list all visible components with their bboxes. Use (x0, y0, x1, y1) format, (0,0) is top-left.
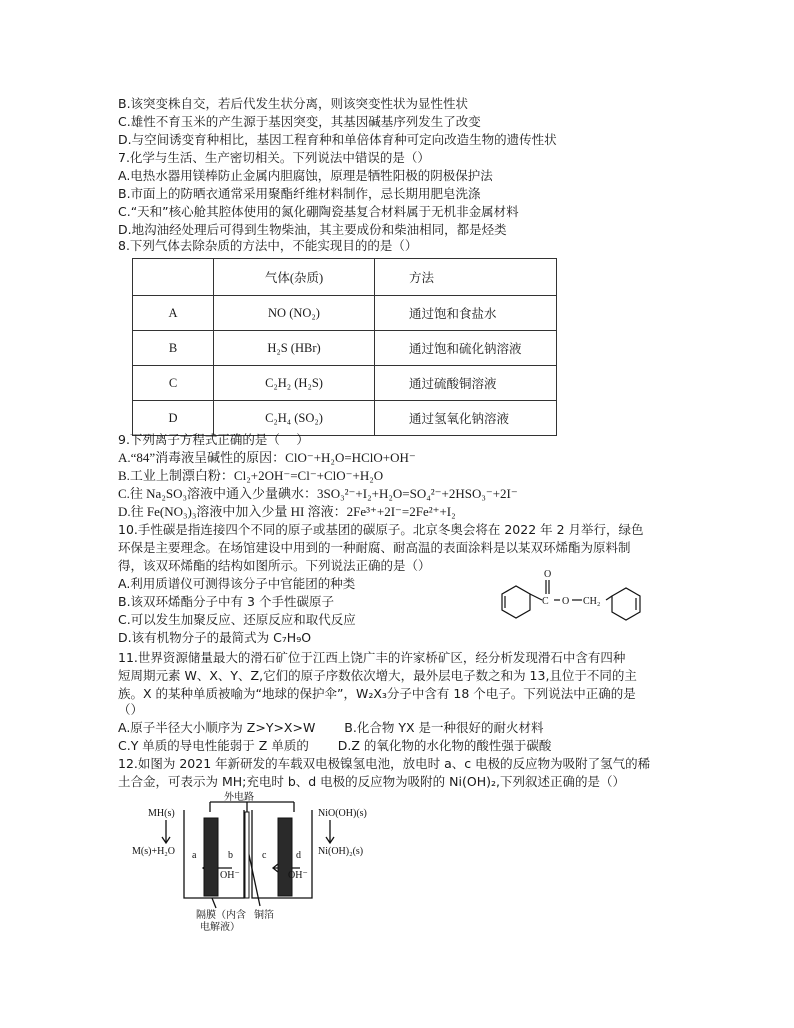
table-row (133, 331, 557, 366)
option-9b: B.工业上制漂白粉：Cl₂+2OH⁻=Cl⁻+ClO⁻+H₂O (118, 468, 384, 483)
ch2-label: CH₂ (583, 596, 601, 607)
question-8-table (132, 258, 557, 436)
question-12-line1: 12.如图为 2021 年新研发的车载双电极镍氢电池，放电时 a、c 电极的反应物为吸附了氢气的稀 (118, 756, 651, 771)
battery-diagram (132, 790, 382, 940)
table-row (133, 401, 557, 436)
table-cell: 通过饱和硫化钠溶液 (375, 331, 557, 366)
copper-foil-label: 铜箔 (254, 910, 274, 921)
option-10a: A.利用质谱仪可测得该分子中官能团的种类 (118, 576, 356, 591)
question-10-line2: 环保是主要理念。在场馆建设中用到的一种耐腐、耐高温的表面涂料是以某双环烯酯为原料制 (118, 540, 631, 555)
question-9: 9.下列离子方程式正确的是（ ） (118, 432, 309, 447)
carbon-label: C (542, 596, 549, 607)
membrane-label-1: 隔膜（内含 (196, 910, 246, 921)
option-9a: A.“84”消毒液呈碱性的原因：ClO⁻+H₂O=HClO+OH⁻ (118, 450, 416, 465)
question-8: 8.下列气体去除杂质的方法中，不能实现目的的是（） (118, 238, 418, 253)
question-11-line2: 短周期元素 W、X、Y、Z,它们的原子序数依次增大，最外层电子数之和为 13,且位于不同的主 (118, 668, 637, 683)
oh-label-left: OH⁻ (220, 870, 240, 881)
electrode-c-label: c (262, 850, 267, 861)
table-cell: 通过饱和食盐水 (375, 296, 557, 331)
line-q6d: D.与空间诱变育种相比，基因工程育种和单倍体育种可定向改造生物的遗传性状 (118, 132, 557, 147)
option-7a: A.电热水器用镁棒防止金属内胆腐蚀，原理是牺牲阳极的阴极保护法 (118, 168, 493, 183)
table-cell: NO (NO₂) (214, 296, 375, 331)
table-cell: C (133, 366, 214, 401)
table-cell: C₂H₂ (H₂S) (214, 366, 375, 401)
right-top-label: NiO(OH)(s) (318, 808, 367, 819)
table-header-cell (133, 259, 214, 296)
left-top-label: MH(s) (148, 808, 175, 819)
question-11-line1: 11.世界资源储量最大的滑石矿位于江西上饶广丰的许家桥矿区，经分析发现滑石中含有四种 (118, 650, 626, 665)
options-11ab: A.原子半径大小顺序为 Z>Y>X>W B.化合物 YX 是一种很好的耐火材料 (118, 720, 544, 735)
table-cell: B (133, 331, 214, 366)
question-11-line4: （） (118, 702, 144, 717)
table-row (133, 366, 557, 401)
electrode-b-label: b (228, 850, 233, 861)
option-7b: B.市面上的防晒衣通常采用聚酯纤维材料制作，忌长期用肥皂洗涤 (118, 186, 481, 201)
options-11cd: C.Y 单质的导电性能弱于 Z 单质的 D.Z 的氧化物的水化物的酸性强于碳酸 (118, 738, 552, 753)
table-cell: 通过硫酸铜溶液 (375, 366, 557, 401)
table-row (133, 296, 557, 331)
electrode-c-d (278, 818, 292, 896)
option-10d: D.该有机物分子的最简式为 C₇H₉O (118, 630, 312, 645)
question-12-line2: 土合金，可表示为 MH;充电时 b、d 电极的反应物为吸附的 Ni(OH)₂,下列叙述正确的是（） (118, 774, 625, 789)
electrode-a-b (204, 818, 218, 896)
line-q6c: C.雄性不育玉米的产生源于基因突变，其基因碱基序列发生了改变 (118, 114, 481, 129)
table-cell: A (133, 296, 214, 331)
table-header-row (133, 259, 557, 296)
ester-oxygen: O (562, 596, 570, 607)
question-10-line1: 10.手性碳是指连接四个不同的原子或基团的碳原子。北京冬奥会将在 2022 年 2 月举行，绿色 (118, 522, 644, 537)
option-10b: B.该双环烯酯分子中有 3 个手性碳原子 (118, 594, 334, 609)
table-cell: 通过氢氧化钠溶液 (375, 401, 557, 436)
option-10c: C.可以发生加聚反应、还原反应和取代反应 (118, 612, 356, 627)
line-q6b: B.该突变株自交，若后代发生状分离，则该突变性状为显性性状 (118, 96, 469, 111)
ester-structure-diagram (486, 566, 646, 646)
left-bottom-label: M(s)+H₂O (132, 846, 176, 857)
table-header-cell: 气体(杂质) (214, 259, 375, 296)
right-bottom-label: Ni(OH)₂(s) (318, 846, 364, 857)
copper-foil-plate (245, 812, 249, 898)
oh-label-right: OH⁻ (288, 870, 308, 881)
electrode-d-label: d (296, 850, 301, 861)
table-cell: C₂H₄ (SO₂) (214, 401, 375, 436)
table-header-cell: 方法 (375, 259, 557, 296)
electrode-a-label: a (192, 850, 197, 861)
external-circuit-label: 外电路 (224, 792, 254, 803)
option-9c: C.往 Na₂SO₃溶液中通入少量碘水：3SO₃²⁻+I₂+H₂O=SO₄²⁻+2HSO₃⁻+2I⁻ (118, 486, 518, 501)
table-cell: H₂S (HBr) (214, 331, 375, 366)
carbonyl-oxygen: O (544, 569, 552, 580)
option-7d: D.地沟油经处理后可得到生物柴油，其主要成份和柴油相同，都是烃类 (118, 222, 507, 237)
table-cell: D (133, 401, 214, 436)
question-7: 7.化学与生活、生产密切相关。下列说法中错误的是（） (118, 150, 430, 165)
option-9d: D.往 Fe(NO₃)₃溶液中加入少量 HI 溶液：2Fe³⁺+2I⁻=2Fe²⁺+I₂ (118, 504, 456, 519)
option-7c: C.“天和”核心舱其腔体使用的氮化硼陶瓷基复合材料属于无机非金属材料 (118, 204, 519, 219)
question-11-line3: 族。X 的某种单质被喻为“地球的保护伞”，W₂X₃分子中含有 18 个电子。下列说法中正确的是 (118, 686, 636, 701)
membrane-label-2: 电解液） (200, 922, 240, 933)
question-10-line3: 得，该双环烯酯的结构如图所示。下列说法正确的是（） (118, 558, 431, 573)
